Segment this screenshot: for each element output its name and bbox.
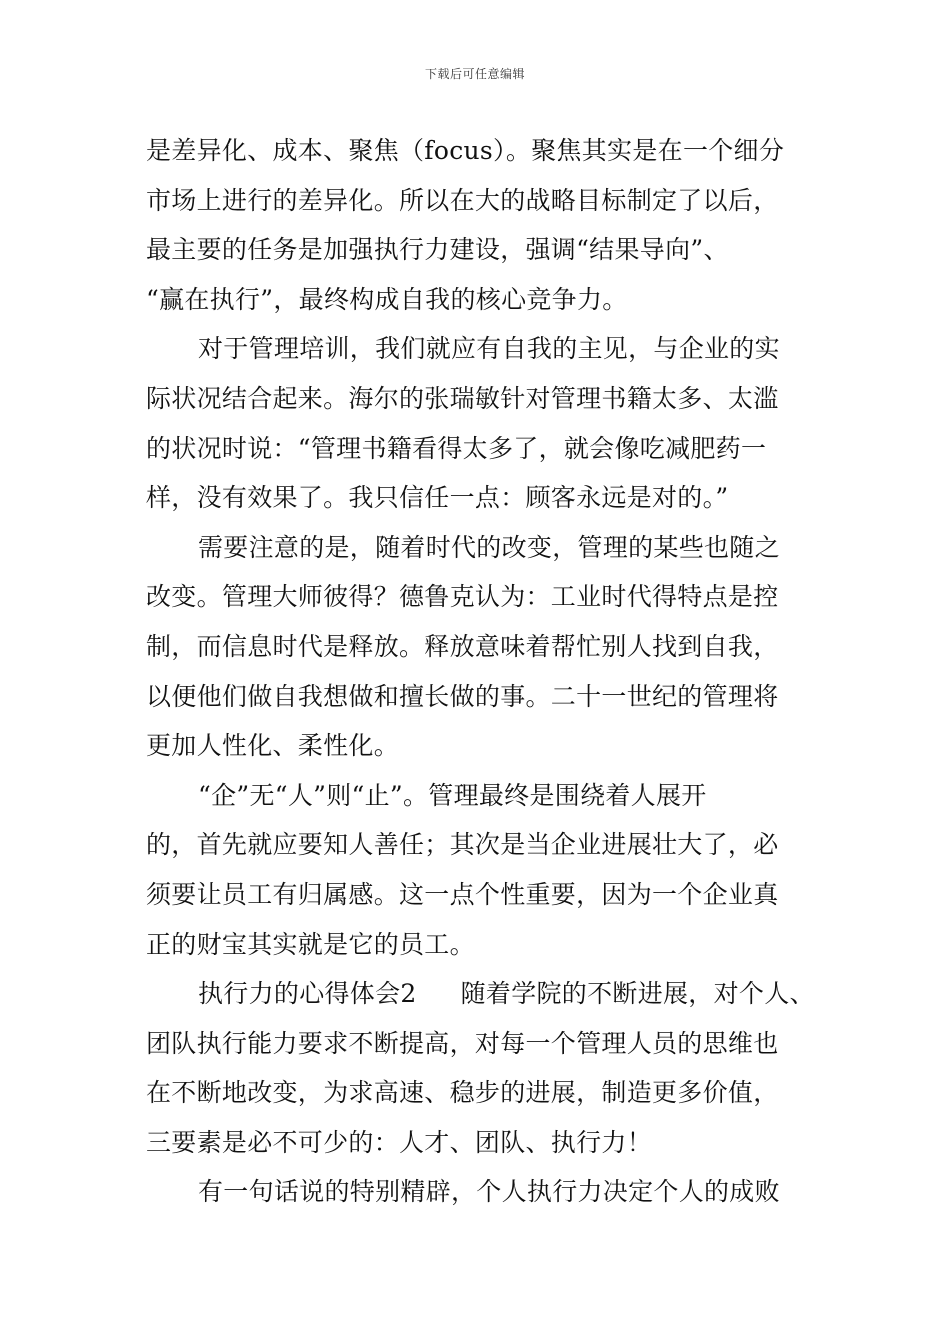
text-line: 三要素是必不可少的：人才、团队、执行力！ bbox=[146, 1127, 653, 1157]
body-text bbox=[146, 126, 815, 1217]
text-line: 改变。管理大师彼得？德鲁克认为：工业时代得特点是控 bbox=[146, 582, 779, 612]
paragraph-start-line: 需要注意的是，随着时代的改变，管理的某些也随之 bbox=[198, 532, 780, 562]
section-title: 执行力的心得体会2 bbox=[198, 979, 417, 1009]
text-line: 最主要的任务是加强执行力建设，强调“结果导向”、 bbox=[146, 235, 729, 265]
text-line: 制，而信息时代是释放。释放意味着帮忙别人找到自我， bbox=[146, 631, 779, 661]
section-text: 随着学院的不断进展，对个人、 bbox=[460, 979, 815, 1009]
text-line: 的，首先就应要知人善任；其次是当企业进展壮大了，必 bbox=[146, 830, 779, 860]
text-line: 际状况结合起来。海尔的张瑞敏针对管理书籍太多、太滥 bbox=[146, 383, 779, 413]
text-line: “赢在执行”，最终构成自我的核心竞争力。 bbox=[146, 284, 628, 314]
text-line: 须要让员工有归属感。这一点个性重要，因为一个企业真 bbox=[146, 879, 779, 909]
text-line: 是差异化、成本、聚焦（focus）。聚焦其实是在一个细分 bbox=[146, 136, 785, 165]
text-line: 正的财宝其实就是它的员工。 bbox=[146, 929, 475, 959]
text-line: 市场上进行的差异化。所以在大的战略目标制定了以后， bbox=[146, 185, 779, 215]
text-line: 以便他们做自我想做和擅长做的事。二十一世纪的管理将 bbox=[146, 681, 779, 711]
paragraph-start-line: 对于管理培训，我们就应有自我的主见，与企业的实 bbox=[198, 334, 780, 364]
text-line: 更加人性化、柔性化。 bbox=[146, 731, 400, 761]
text-line: 的状况时说：“管理书籍看得太多了，就会像吃减肥药一 bbox=[146, 433, 767, 463]
paragraph-start-line: “企”无“人”则“止”。管理最终是围绕着人展开 bbox=[198, 780, 707, 810]
text-line: 样，没有效果了。我只信任一点：顾客永远是对的。” bbox=[146, 483, 729, 513]
page-header: 下载后可任意编辑 bbox=[424, 67, 525, 81]
section-heading-line bbox=[146, 969, 815, 1019]
text-line: 团队执行能力要求不断提高，对每一个管理人员的思维也 bbox=[146, 1028, 779, 1058]
text-line: 在不断地改变，为求高速、稳步的进展，制造更多价值， bbox=[146, 1078, 779, 1108]
paragraph-start-line: 有一句话说的特别精辟，个人执行力决定个人的成败 bbox=[198, 1177, 780, 1207]
